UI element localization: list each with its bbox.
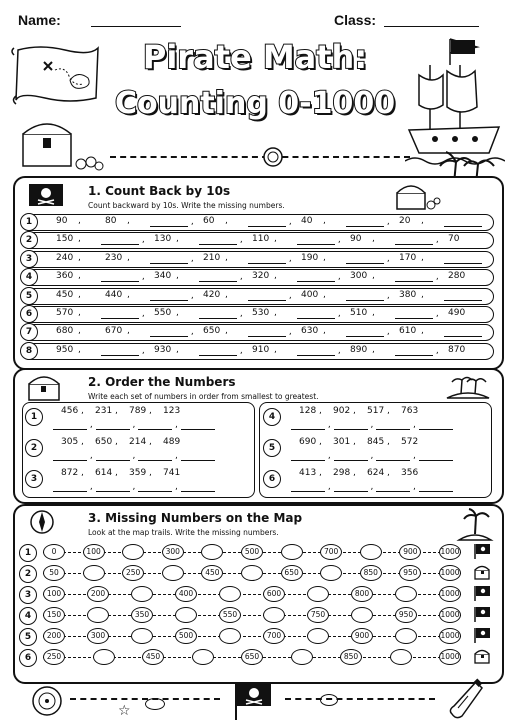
trail-stop: 1000 xyxy=(439,586,461,602)
answer-blank[interactable]: , xyxy=(346,254,390,264)
trail-stop: 900 xyxy=(399,544,421,560)
comma: , xyxy=(127,216,130,226)
trail-stop: 1000 xyxy=(439,565,461,581)
given-number: 650 xyxy=(203,326,221,337)
pirate-flag-icon xyxy=(473,606,491,626)
pirate-flag-icon xyxy=(473,543,491,563)
set-number-badge: 1 xyxy=(25,408,43,426)
missing-stop[interactable] xyxy=(87,607,109,623)
trail-stop: 350 xyxy=(131,607,153,623)
comma: , xyxy=(225,289,228,300)
comma: , xyxy=(319,468,322,478)
row-number-badge: 1 xyxy=(20,213,38,231)
order-answer-blanks[interactable]: , , , xyxy=(53,420,215,430)
given-number: 450 xyxy=(56,289,74,300)
answer-blank[interactable] xyxy=(444,291,482,301)
trail-stop: 450 xyxy=(201,565,223,581)
trail-stop: 900 xyxy=(351,628,373,644)
given-number: 670 xyxy=(105,326,123,337)
pirate-flag-icon xyxy=(473,627,491,647)
comma: , xyxy=(353,406,356,416)
section1-instruction: Count backward by 10s. Write the missing numbers. xyxy=(88,201,285,210)
missing-stop[interactable] xyxy=(263,607,285,623)
answer-blank[interactable]: , xyxy=(297,309,341,319)
comma: , xyxy=(421,252,424,263)
section3-instruction: Look at the map trails. Write the missing numbers. xyxy=(88,528,279,537)
given-number: 610 xyxy=(399,326,417,337)
answer-blank[interactable]: , xyxy=(395,309,439,319)
comma: , xyxy=(372,308,375,318)
answer-blank[interactable]: , xyxy=(248,291,292,301)
missing-stop[interactable] xyxy=(390,649,412,665)
comma: , xyxy=(372,234,375,245)
missing-stop[interactable] xyxy=(395,628,417,644)
missing-stop[interactable] xyxy=(291,649,313,665)
class-field[interactable] xyxy=(384,26,479,27)
comma: , xyxy=(78,326,81,337)
given-number: 110 xyxy=(252,234,270,245)
trail-number-badge: 3 xyxy=(19,586,37,604)
section1-title: 1. Count Back by 10s xyxy=(88,184,231,198)
given-number: 20 xyxy=(399,216,411,226)
comma: , xyxy=(323,252,326,263)
answer-blank[interactable]: , xyxy=(248,217,292,227)
compass-coin-icon xyxy=(30,684,64,718)
answer-blank[interactable]: , xyxy=(248,327,292,337)
order-value: 741 xyxy=(163,468,181,478)
order-value: 614 xyxy=(95,468,113,478)
count-row xyxy=(21,306,494,323)
set-number-badge: 4 xyxy=(263,408,281,426)
trail-stop: 450 xyxy=(142,649,164,665)
trail-stop: 0 xyxy=(43,544,65,560)
given-number: 170 xyxy=(399,252,417,263)
name-field[interactable] xyxy=(91,26,181,27)
missing-stop[interactable] xyxy=(93,649,115,665)
trail-stop: 650 xyxy=(241,649,263,665)
order-value: 356 xyxy=(401,468,419,478)
count-row xyxy=(21,324,494,341)
comma: , xyxy=(421,216,424,226)
missing-stop[interactable] xyxy=(131,586,153,602)
count-row xyxy=(21,251,494,268)
trail-stop: 800 xyxy=(351,586,373,602)
order-value: 413 xyxy=(299,468,317,478)
comma: , xyxy=(176,344,179,355)
given-number: 400 xyxy=(301,289,319,300)
comma: , xyxy=(176,271,179,282)
count-row xyxy=(21,288,494,305)
given-number: 890 xyxy=(350,344,368,355)
missing-stop[interactable] xyxy=(395,586,417,602)
trail-stop: 700 xyxy=(263,628,285,644)
given-number: 380 xyxy=(399,289,417,300)
trail-stop: 300 xyxy=(87,628,109,644)
answer-blank[interactable]: , xyxy=(150,217,194,227)
given-number: 530 xyxy=(252,308,270,318)
comma: , xyxy=(78,289,81,300)
missing-stop[interactable] xyxy=(360,544,382,560)
missing-stop[interactable] xyxy=(122,544,144,560)
section-count-back xyxy=(13,176,504,370)
order-value: 902 xyxy=(333,406,351,416)
comma: , xyxy=(274,308,277,318)
answer-blank[interactable]: , xyxy=(248,254,292,264)
order-value: 789 xyxy=(129,406,147,416)
missing-stop[interactable] xyxy=(351,607,373,623)
order-value: 489 xyxy=(163,437,181,447)
given-number: 300 xyxy=(350,271,368,282)
answer-blank[interactable]: , xyxy=(199,235,243,245)
order-value: 128 xyxy=(299,406,317,416)
comma: , xyxy=(78,216,81,226)
message-bottle-icon xyxy=(446,678,486,722)
trail-stop: 1000 xyxy=(439,544,461,560)
answer-blank[interactable]: , xyxy=(199,272,243,282)
order-value: 572 xyxy=(401,437,419,447)
palm-island-icon xyxy=(443,372,493,400)
treasure-chest-icon xyxy=(15,112,110,174)
given-number: 360 xyxy=(56,271,74,282)
comma: , xyxy=(421,289,424,300)
answer-blank[interactable] xyxy=(444,217,482,227)
trail-stop: 100 xyxy=(43,586,65,602)
given-number: 870 xyxy=(448,344,466,355)
order-value: 872 xyxy=(61,468,79,478)
answer-blank[interactable]: , xyxy=(395,272,439,282)
comma: , xyxy=(81,437,84,447)
given-number: 90 xyxy=(350,234,362,245)
section-order-numbers xyxy=(13,368,504,504)
row-number-badge: 5 xyxy=(20,287,38,305)
order-value: 214 xyxy=(129,437,147,447)
trail-stop: 100 xyxy=(83,544,105,560)
answer-blank[interactable]: , xyxy=(101,309,145,319)
order-value: 231 xyxy=(95,406,113,416)
footer-trail-right xyxy=(285,698,435,700)
missing-stop[interactable] xyxy=(175,607,197,623)
treasure-chest-icon xyxy=(473,648,491,668)
trail-stop: 500 xyxy=(175,628,197,644)
comma: , xyxy=(323,326,326,337)
trail-stop: 850 xyxy=(340,649,362,665)
comma: , xyxy=(387,437,390,447)
given-number: 60 xyxy=(203,216,215,226)
missing-stop[interactable] xyxy=(162,565,184,581)
given-number: 930 xyxy=(154,344,172,355)
given-number: 910 xyxy=(252,344,270,355)
comma: , xyxy=(323,216,326,226)
order-value: 305 xyxy=(61,437,79,447)
trail-stop: 700 xyxy=(320,544,342,560)
given-number: 280 xyxy=(448,271,466,282)
trail-stop: 550 xyxy=(219,607,241,623)
row-number-badge: 3 xyxy=(20,250,38,268)
count-row xyxy=(21,343,494,360)
row-number-badge: 6 xyxy=(20,305,38,323)
comma: , xyxy=(274,234,277,245)
order-value: 456 xyxy=(61,406,79,416)
treasure-chest-icon xyxy=(473,564,491,584)
missing-stop[interactable] xyxy=(320,565,342,581)
order-value: 845 xyxy=(367,437,385,447)
comma: , xyxy=(78,252,81,263)
row-number-badge: 2 xyxy=(20,231,38,249)
comma: , xyxy=(323,289,326,300)
comma: , xyxy=(149,406,152,416)
trail-stop: 200 xyxy=(43,628,65,644)
answer-blank[interactable]: , xyxy=(101,272,145,282)
given-number: 130 xyxy=(154,234,172,245)
given-number: 320 xyxy=(252,271,270,282)
order-answer-blanks[interactable]: , , , xyxy=(291,482,453,492)
coin-icon xyxy=(262,146,284,168)
dashed-trail-divider xyxy=(110,156,410,158)
treasure-chest-icon xyxy=(25,372,65,402)
row-number-badge: 8 xyxy=(20,342,38,360)
missing-stop[interactable] xyxy=(131,628,153,644)
palm-island-icon xyxy=(455,508,495,542)
comma: , xyxy=(387,468,390,478)
comma: , xyxy=(115,406,118,416)
page-title-line2: Counting 0-1000 xyxy=(115,86,396,121)
answer-blank[interactable]: , xyxy=(199,309,243,319)
order-value: 690 xyxy=(299,437,317,447)
comma: , xyxy=(115,468,118,478)
trail-stop: 850 xyxy=(360,565,382,581)
shell-icon xyxy=(145,698,165,710)
set-number-badge: 5 xyxy=(263,439,281,457)
given-number: 190 xyxy=(301,252,319,263)
given-number: 230 xyxy=(105,252,123,263)
treasure-map-icon xyxy=(10,40,105,110)
trail-number-badge: 4 xyxy=(19,607,37,625)
missing-stop[interactable] xyxy=(192,649,214,665)
trail-stop: 250 xyxy=(43,649,65,665)
order-value: 298 xyxy=(333,468,351,478)
pirate-flag-icon xyxy=(230,680,278,720)
answer-blank[interactable]: , xyxy=(297,235,341,245)
comma: , xyxy=(372,271,375,282)
comma: , xyxy=(319,437,322,447)
trail-number-badge: 6 xyxy=(19,649,37,667)
comma: , xyxy=(176,308,179,318)
comma: , xyxy=(149,468,152,478)
missing-stop[interactable] xyxy=(307,586,329,602)
compass-icon xyxy=(29,509,55,535)
trail-stop: 50 xyxy=(43,565,65,581)
missing-stop[interactable] xyxy=(83,565,105,581)
answer-blank[interactable]: , xyxy=(395,235,439,245)
answer-blank[interactable] xyxy=(444,254,482,264)
comma: , xyxy=(127,289,130,300)
count-row xyxy=(21,214,494,231)
order-answer-blanks[interactable]: , , , xyxy=(291,451,453,461)
count-row xyxy=(21,232,494,249)
answer-blank[interactable]: , xyxy=(199,346,243,356)
trail-stop: 1000 xyxy=(439,649,461,665)
pirate-flag-icon xyxy=(27,182,67,210)
order-value: 650 xyxy=(95,437,113,447)
answer-blank[interactable]: , xyxy=(101,346,145,356)
order-value: 517 xyxy=(367,406,385,416)
missing-stop[interactable] xyxy=(201,544,223,560)
answer-blank[interactable]: , xyxy=(346,217,390,227)
comma: , xyxy=(274,271,277,282)
comma: , xyxy=(149,437,152,447)
set-number-badge: 3 xyxy=(25,470,43,488)
given-number: 420 xyxy=(203,289,221,300)
answer-blank[interactable]: , xyxy=(297,346,341,356)
section2-instruction: Write each set of numbers in order from smallest to greatest. xyxy=(88,392,319,401)
order-answer-blanks[interactable]: , , , xyxy=(291,420,453,430)
trail-stop: 750 xyxy=(307,607,329,623)
given-number: 150 xyxy=(56,234,74,245)
given-number: 210 xyxy=(203,252,221,263)
comma: , xyxy=(274,344,277,355)
answer-blank[interactable]: , xyxy=(101,235,145,245)
missing-stop[interactable] xyxy=(219,628,241,644)
comma: , xyxy=(225,252,228,263)
order-value: 624 xyxy=(367,468,385,478)
missing-stop[interactable] xyxy=(241,565,263,581)
trail-stop: 200 xyxy=(87,586,109,602)
comma: , xyxy=(387,406,390,416)
missing-stop[interactable] xyxy=(281,544,303,560)
trail-stop: 250 xyxy=(122,565,144,581)
given-number: 40 xyxy=(301,216,313,226)
given-number: 90 xyxy=(56,216,68,226)
comma: , xyxy=(319,406,322,416)
comma: , xyxy=(78,271,81,282)
comma: , xyxy=(127,326,130,337)
answer-blank[interactable] xyxy=(444,327,482,337)
comma: , xyxy=(421,326,424,337)
answer-blank[interactable]: , xyxy=(150,254,194,264)
star-icon: ☆ xyxy=(118,703,131,719)
trail-stop: 950 xyxy=(395,607,417,623)
coin-icon xyxy=(320,694,338,706)
given-number: 680 xyxy=(56,326,74,337)
given-number: 950 xyxy=(56,344,74,355)
order-value: 123 xyxy=(163,406,181,416)
given-number: 570 xyxy=(56,308,74,318)
page-title-line1: Pirate Math: xyxy=(142,38,368,76)
answer-blank[interactable]: , xyxy=(346,327,390,337)
answer-blank[interactable]: , xyxy=(346,291,390,301)
given-number: 630 xyxy=(301,326,319,337)
row-number-badge: 7 xyxy=(20,323,38,341)
name-label: Name: xyxy=(18,12,61,28)
treasure-chest-icon xyxy=(393,181,441,211)
row-number-badge: 4 xyxy=(20,268,38,286)
missing-stop[interactable] xyxy=(307,628,329,644)
trail-stop: 600 xyxy=(263,586,285,602)
order-answer-blanks[interactable]: , , , xyxy=(53,451,215,461)
comma: , xyxy=(372,344,375,355)
comma: , xyxy=(78,308,81,318)
trail-stop: 500 xyxy=(241,544,263,560)
section-map-trails xyxy=(13,504,504,684)
given-number: 340 xyxy=(154,271,172,282)
trail-stop: 1000 xyxy=(439,607,461,623)
comma: , xyxy=(81,468,84,478)
order-value: 301 xyxy=(333,437,351,447)
given-number: 550 xyxy=(154,308,172,318)
set-number-badge: 2 xyxy=(25,439,43,457)
comma: , xyxy=(176,234,179,245)
comma: , xyxy=(127,252,130,263)
trail-stop: 150 xyxy=(43,607,65,623)
comma: , xyxy=(115,437,118,447)
footer-trail-left xyxy=(70,698,220,700)
given-number: 440 xyxy=(105,289,123,300)
trail-stop: 400 xyxy=(175,586,197,602)
given-number: 80 xyxy=(105,216,117,226)
count-row xyxy=(21,269,494,286)
trail-stop: 1000 xyxy=(439,628,461,644)
trail-stop: 650 xyxy=(281,565,303,581)
class-label: Class: xyxy=(334,12,377,28)
answer-blank[interactable]: , xyxy=(150,327,194,337)
trail-stop: 950 xyxy=(399,565,421,581)
pirate-flag-icon xyxy=(473,585,491,605)
given-number: 240 xyxy=(56,252,74,263)
given-number: 490 xyxy=(448,308,466,318)
order-value: 359 xyxy=(129,468,147,478)
answer-blank[interactable]: , xyxy=(297,272,341,282)
given-number: 510 xyxy=(350,308,368,318)
comma: , xyxy=(78,344,81,355)
trail-stop: 300 xyxy=(162,544,184,560)
given-number: 70 xyxy=(448,234,460,245)
set-number-badge: 6 xyxy=(263,470,281,488)
trail-number-badge: 1 xyxy=(19,544,37,562)
comma: , xyxy=(225,326,228,337)
order-answer-blanks[interactable]: , , , xyxy=(53,482,215,492)
comma: , xyxy=(78,234,81,245)
trail-number-badge: 5 xyxy=(19,628,37,646)
comma: , xyxy=(225,216,228,226)
section2-title: 2. Order the Numbers xyxy=(88,375,236,389)
comma: , xyxy=(353,437,356,447)
answer-blank[interactable]: , xyxy=(395,346,439,356)
section3-title: 3. Missing Numbers on the Map xyxy=(88,511,303,525)
order-value: 763 xyxy=(401,406,419,416)
trail-number-badge: 2 xyxy=(19,565,37,583)
comma: , xyxy=(353,468,356,478)
answer-blank[interactable]: , xyxy=(150,291,194,301)
comma: , xyxy=(81,406,84,416)
missing-stop[interactable] xyxy=(219,586,241,602)
